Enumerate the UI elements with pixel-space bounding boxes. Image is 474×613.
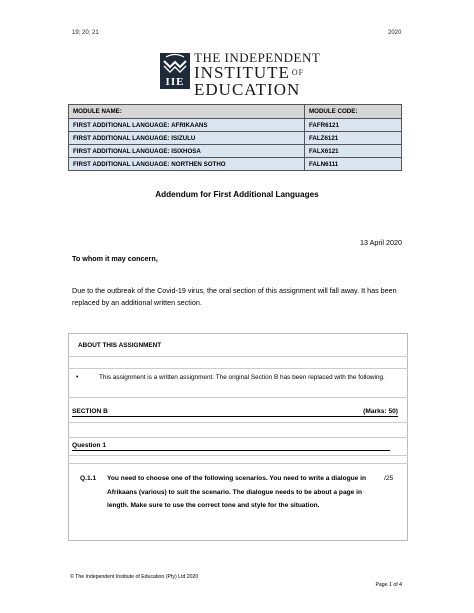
notice-paragraph: Due to the outbreak of the Covid-19 virus, the oral section of this assignment will fall away. It has been replaced by an additional written section. [72,286,397,307]
divider [68,455,408,456]
logo-line-1: THE INDEPENDENT [194,50,321,65]
document-date: 13 April 2020 [360,238,402,247]
about-heading: ABOUT THIS ASSIGNMENT [78,342,162,349]
question-text: You need to choose one of the following scenarios. You need to write a dialogue in Afrikaans (various) to suit the scenario. The dialogue needs to be about a page in length. Make sure to use the correct tone and style for the situation. [107,475,367,509]
col-module-name: MODULE NAME: [69,105,305,119]
module-code-cell: FALX6121 [305,145,402,158]
table-row [69,158,402,171]
footer-copyright: © The Independent Institute of Education (Pty) Ltd 2020 [70,574,199,580]
about-bullet-text: This assignment is a written assignment. The original Section B has been replaced with the following. [99,374,385,381]
logo-iie-text: IIE [165,76,185,88]
question-heading: Question 1 [72,442,390,451]
module-code-cell: FALZ6121 [305,132,402,145]
section-b-marks: (Marks: 50) [363,408,398,415]
divider [68,437,408,438]
divider [68,356,408,357]
section-b-label: SECTION B [72,408,108,415]
logo-line-3: EDUCATION [194,80,301,99]
module-code-cell: FAFR6121 [305,119,402,132]
divider [68,422,408,423]
divider [68,397,408,398]
module-name-cell: FIRST ADDITIONAL LANGUAGE: ISIZULU [69,132,305,145]
header-right: 2020 [388,30,402,36]
col-module-code: MODULE CODE: [305,105,402,119]
institute-logo [194,51,320,98]
module-name-cell: FIRST ADDITIONAL LANGUAGE: AFRIKAANS [69,119,305,132]
question-number: Q.1.1 [80,475,97,482]
bullet-icon: • [76,374,79,381]
module-name-cell: FIRST ADDITIONAL LANGUAGE: NORTHEN SOTHO [69,158,305,171]
module-table [68,104,402,171]
module-name-cell: FIRST ADDITIONAL LANGUAGE: ISIXHOSA [69,145,305,158]
table-row [69,145,402,158]
divider [68,368,408,369]
footer-page-number: Page 1 of 4 [375,582,402,588]
section-b-heading [72,408,398,417]
module-code-cell: FALN6111 [305,158,402,171]
table-row [69,119,402,132]
question-marks: /25 [384,475,394,482]
table-header-row [69,105,402,119]
header-left: 19; 20; 21 [72,30,99,36]
table-row [69,132,402,145]
divider [68,463,408,464]
document-title: Addendum for First Additional Languages [155,190,319,199]
salutation: To whom it may concern, [72,254,158,263]
logo-line-2: INSTITUTE $^{OF}$ [194,63,305,82]
